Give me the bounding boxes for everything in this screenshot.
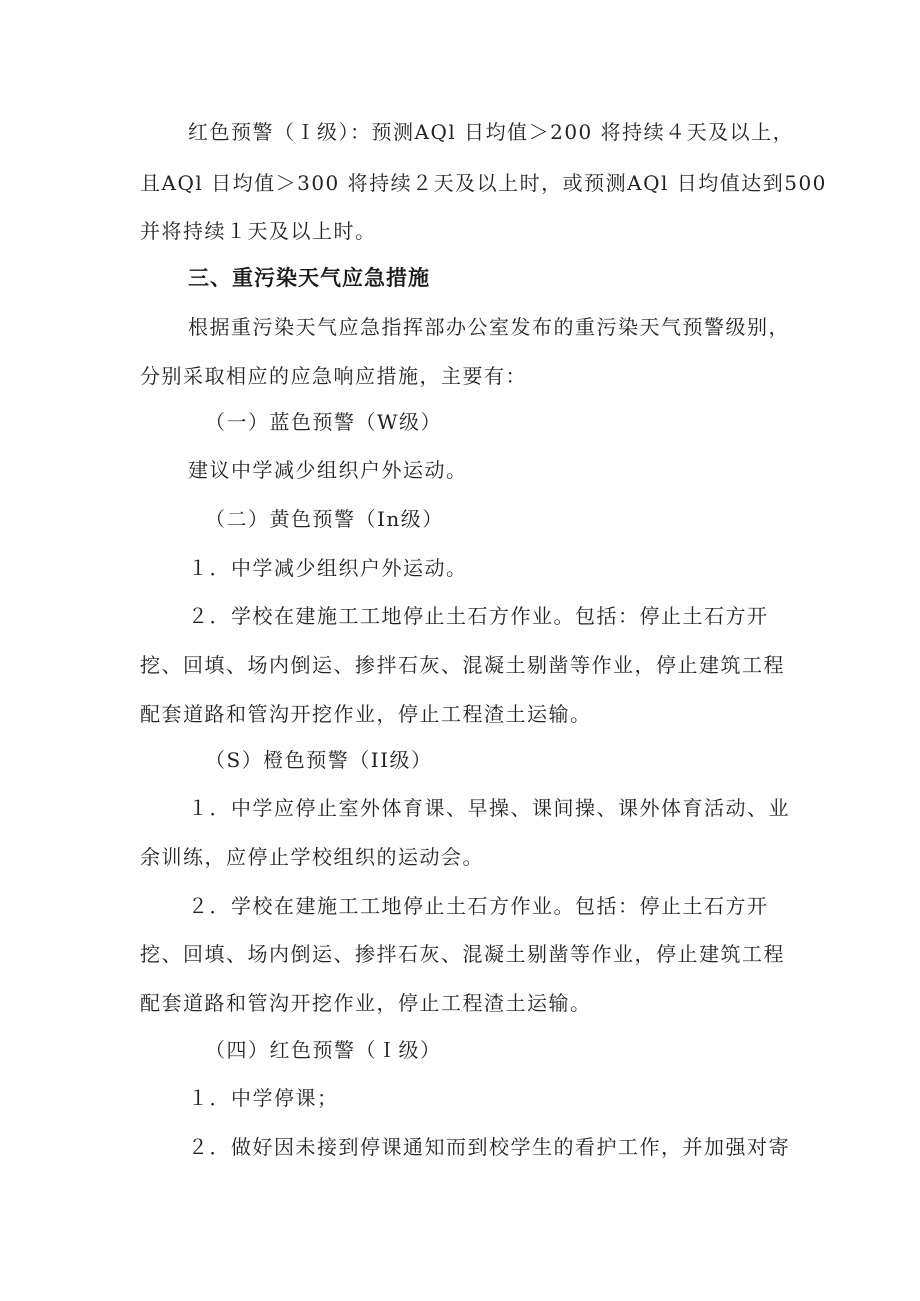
subheading-yellow-warning: （二）黄色预警（In级） — [205, 507, 444, 531]
subheading-red-warning: （四）红色预警（Ｉ级） — [205, 1038, 442, 1062]
orange-item-2-line-1: ２．学校在建施工工地停止土石方作业。包括：停止土石方开 — [188, 894, 769, 918]
yellow-item-2-line-2: 挖、回填、场内倒运、掺拌石灰、混凝土剔凿等作业，停止建筑工程 — [140, 653, 785, 677]
subheading-orange-warning: （S）橙色预警（II级） — [205, 748, 433, 772]
paragraph-intro-line-1: 根据重污染天气应急指挥部办公室发布的重污染天气预警级别， — [188, 315, 790, 339]
orange-item-1-line-1: １．中学应停止室外体育课、早操、课间操、课外体育活动、业 — [188, 796, 790, 820]
red-item-1: １．中学停课； — [188, 1086, 339, 1110]
paragraph-blue-measure: 建议中学减少组织户外运动。 — [188, 458, 468, 482]
paragraph-red-warning-line-3: 并将持续１天及以上时。 — [140, 219, 377, 243]
orange-item-2-line-2: 挖、回填、场内倒运、掺拌石灰、混凝土剔凿等作业，停止建筑工程 — [140, 942, 785, 966]
yellow-item-2-line-3: 配套道路和管沟开挖作业，停止工程渣土运输。 — [140, 702, 592, 726]
yellow-item-2-line-1: ２．学校在建施工工地停止土石方作业。包括：停止土石方开 — [188, 604, 769, 628]
orange-item-1-line-2: 余训练，应停止学校组织的运动会。 — [140, 845, 484, 869]
section-heading-emergency-measures: 三、重污染天气应急措施 — [188, 266, 430, 290]
orange-item-2-line-3: 配套道路和管沟开挖作业，停止工程渣土运输。 — [140, 991, 592, 1015]
red-item-2-line-1: ２．做好因未接到停课通知而到校学生的看护工作，并加强对寄 — [188, 1135, 790, 1159]
paragraph-intro-line-2: 分别采取相应的应急响应措施，主要有： — [140, 364, 527, 388]
paragraph-red-warning-line-2: 且AQl 日均值＞300 将持续２天及以上时，或预测AQl 日均值达到500 — [140, 171, 827, 195]
yellow-item-1: １．中学减少组织户外运动。 — [188, 556, 468, 580]
paragraph-red-warning-line-1: 红色预警（Ｉ级）：预测AQl 日均值＞200 将持续４天及以上， — [188, 120, 795, 144]
subheading-blue-warning: （一）蓝色预警（W级） — [205, 410, 443, 434]
